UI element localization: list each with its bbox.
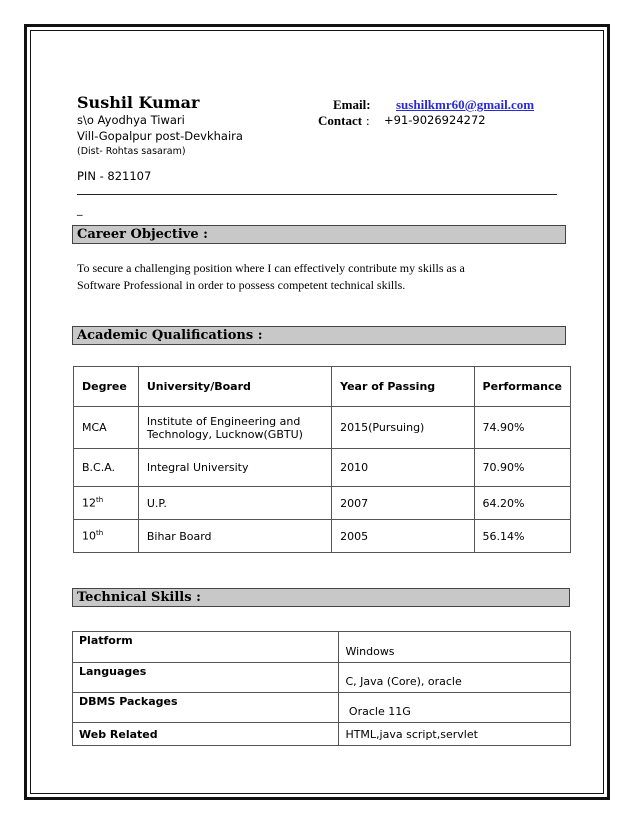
year-cell: 2010	[332, 449, 474, 487]
skill-value: HTML,java script,servlet	[339, 723, 571, 746]
board-cell: Integral University	[138, 449, 331, 487]
header-university: University/Board	[138, 367, 331, 407]
contact-separator: :	[366, 113, 370, 128]
table-row	[74, 520, 571, 553]
year-cell: 2007	[332, 487, 474, 520]
career-objective-line-2: Software Professional in order to possess competent technical skills.	[77, 278, 406, 292]
candidate-name: Sushil Kumar	[77, 93, 200, 112]
header-dash: _	[77, 203, 83, 216]
academic-table	[73, 366, 571, 553]
skill-value: Windows	[339, 632, 571, 663]
board-cell: Bihar Board	[138, 520, 331, 553]
pin-code: PIN - 821107	[77, 169, 152, 183]
degree-cell	[74, 520, 139, 553]
degree-number: 12	[82, 496, 96, 510]
email-label: Email:	[333, 97, 371, 112]
performance-cell: 74.90%	[474, 407, 570, 449]
board-cell: U.P.	[138, 487, 331, 520]
performance-cell: 70.90%	[474, 449, 570, 487]
career-objective-line-1: To secure a challenging position where I can effectively contribute my skills as a	[77, 261, 465, 275]
table-header-row	[74, 367, 571, 407]
performance-cell: 56.14%	[474, 520, 570, 553]
degree-cell: B.C.A.	[74, 449, 139, 487]
table-row	[73, 632, 571, 663]
board-line-1: Institute of Engineering and	[146, 414, 301, 428]
address-line-3: (Dist- Rohtas sasaram)	[77, 146, 186, 157]
skill-category: Platform	[73, 632, 339, 663]
table-row	[74, 487, 571, 520]
header-degree: Degree	[74, 367, 139, 407]
address-line-1: s\o Ayodhya Tiwari	[77, 113, 185, 127]
degree-number: 10	[82, 529, 96, 543]
skill-category: Web Related	[73, 723, 339, 746]
table-row	[73, 693, 571, 723]
skill-category: Languages	[73, 663, 339, 693]
contact-label: Contact	[318, 113, 363, 128]
board-line-2: Technology, Lucknow(GBTU)	[146, 427, 303, 441]
degree-suffix: th	[96, 529, 104, 538]
year-cell: 2015(Pursuing)	[332, 407, 474, 449]
header-year: Year of Passing	[332, 367, 474, 407]
table-row	[73, 663, 571, 693]
technical-skills-heading: Technical Skills :	[72, 588, 570, 607]
year-cell: 2005	[332, 520, 474, 553]
address-line-2: Vill-Gopalpur post-Devkhaira	[77, 129, 243, 143]
board-cell	[138, 407, 331, 449]
performance-cell: 64.20%	[474, 487, 570, 520]
email-link[interactable]: sushilkmr60@gmail.com	[396, 97, 535, 112]
career-objective-heading: Career Objective :	[72, 225, 566, 244]
contact-number: +91-9026924272	[384, 113, 486, 127]
skill-category: DBMS Packages	[73, 693, 339, 723]
header-performance: Performance	[474, 367, 570, 407]
degree-cell: MCA	[74, 407, 139, 449]
table-row	[74, 407, 571, 449]
academic-heading: Academic Qualifications :	[72, 326, 566, 345]
header-divider	[77, 194, 557, 195]
technical-skills-table	[72, 631, 571, 746]
degree-cell	[74, 487, 139, 520]
skill-value: Oracle 11G	[339, 693, 571, 723]
table-row	[74, 449, 571, 487]
degree-suffix: th	[96, 496, 104, 505]
table-row	[73, 723, 571, 746]
skill-value: C, Java (Core), oracle	[339, 663, 571, 693]
